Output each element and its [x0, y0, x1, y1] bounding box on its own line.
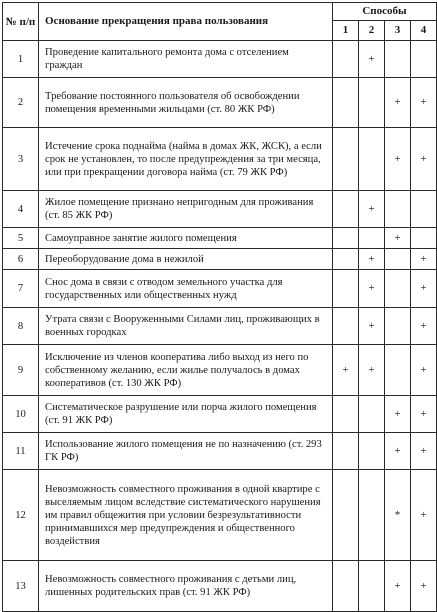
table-row — [3, 191, 437, 228]
row-number: 1 — [3, 41, 39, 78]
row-reason: Переоборудование дома в нежилой — [39, 249, 333, 270]
row-method-2: + — [359, 41, 385, 78]
row-method-3: + — [385, 396, 411, 433]
row-method-2 — [359, 128, 385, 191]
row-reason: Утрата связи с Вооруженными Силами лиц, проживающих в военных городках — [39, 308, 333, 345]
row-method-3 — [385, 249, 411, 270]
row-reason: Невозможность совместного проживания с детьми лиц, лишенных родительских прав (ст. 91 ЖК РФ) — [39, 561, 333, 612]
table-row — [3, 41, 437, 78]
row-method-1: + — [333, 345, 359, 396]
row-number: 3 — [3, 128, 39, 191]
row-method-2 — [359, 433, 385, 470]
table-row — [3, 228, 437, 249]
row-reason: Требование постоянного пользователя об освобождении помещения временными жильцами (ст. 80 ЖК РФ) — [39, 78, 333, 128]
row-number: 9 — [3, 345, 39, 396]
row-method-2 — [359, 561, 385, 612]
row-method-2: + — [359, 249, 385, 270]
row-method-1 — [333, 41, 359, 78]
row-number: 5 — [3, 228, 39, 249]
row-method-2: + — [359, 191, 385, 228]
termination-grounds-table — [2, 2, 437, 612]
row-method-4: + — [411, 78, 437, 128]
row-method-2 — [359, 78, 385, 128]
row-method-4: + — [411, 345, 437, 396]
row-method-1 — [333, 191, 359, 228]
row-reason: Снос дома в связи с отводом земельного участка для государственных или общественных нужд — [39, 270, 333, 308]
row-number: 11 — [3, 433, 39, 470]
row-method-4: + — [411, 270, 437, 308]
row-number: 8 — [3, 308, 39, 345]
table-row — [3, 433, 437, 470]
row-reason: Невозможность совместного проживания в одной квартире с выселяемым лицом вследствие систематического нарушения им правил общежития при условии безрезультативности принимавшихся мер предупреждения и общественного воздействия — [39, 470, 333, 561]
row-reason: Жилое помещение признано непригодным для проживания (ст. 85 ЖК РФ) — [39, 191, 333, 228]
row-method-1 — [333, 396, 359, 433]
row-number: 2 — [3, 78, 39, 128]
row-method-3 — [385, 41, 411, 78]
row-method-1 — [333, 228, 359, 249]
header-num: № п/п — [3, 3, 39, 41]
row-number: 12 — [3, 470, 39, 561]
row-method-2: + — [359, 308, 385, 345]
row-method-4: + — [411, 249, 437, 270]
row-number: 6 — [3, 249, 39, 270]
row-method-3 — [385, 308, 411, 345]
table-row — [3, 308, 437, 345]
row-method-2: + — [359, 270, 385, 308]
row-number: 10 — [3, 396, 39, 433]
header-method-2: 2 — [359, 21, 385, 41]
row-method-4: + — [411, 128, 437, 191]
row-method-1 — [333, 470, 359, 561]
row-method-3: * — [385, 470, 411, 561]
row-method-3: + — [385, 128, 411, 191]
row-reason: Использование жилого помещения не по назначению (ст. 293 ГК РФ) — [39, 433, 333, 470]
row-method-2 — [359, 470, 385, 561]
row-reason: Проведение капитального ремонта дома с отселением граждан — [39, 41, 333, 78]
table-row — [3, 345, 437, 396]
row-method-1 — [333, 249, 359, 270]
row-method-4 — [411, 191, 437, 228]
row-method-3: + — [385, 561, 411, 612]
row-method-4: + — [411, 308, 437, 345]
row-method-4: + — [411, 396, 437, 433]
row-method-3 — [385, 191, 411, 228]
table-row — [3, 270, 437, 308]
row-method-3: + — [385, 228, 411, 249]
row-number: 7 — [3, 270, 39, 308]
row-method-1 — [333, 128, 359, 191]
header-method-3: 3 — [385, 21, 411, 41]
row-reason: Истечение срока поднайма (найма в домах ЖК, ЖСК), а если срок не установлен, то после предупреждения за три месяца, или при прекращении договора найма (ст. 79 ЖК РФ) — [39, 128, 333, 191]
row-method-2 — [359, 228, 385, 249]
row-method-1 — [333, 561, 359, 612]
row-method-1 — [333, 270, 359, 308]
row-reason: Исключение из членов кооператива либо выход из него по собственному желанию, если жилье получалось в домах кооперативов (ст. 130 ЖК РФ) — [39, 345, 333, 396]
row-method-1 — [333, 308, 359, 345]
header-method-4: 4 — [411, 21, 437, 41]
table-row — [3, 249, 437, 270]
row-method-3 — [385, 345, 411, 396]
table-row — [3, 78, 437, 128]
table-row — [3, 561, 437, 612]
row-method-3: + — [385, 78, 411, 128]
row-method-3 — [385, 270, 411, 308]
row-reason: Систематическое разрушение или порча жилого помещения (ст. 91 ЖК РФ) — [39, 396, 333, 433]
header-row-top — [3, 3, 437, 21]
row-method-2: + — [359, 345, 385, 396]
row-method-4: + — [411, 561, 437, 612]
table-row — [3, 470, 437, 561]
row-method-1 — [333, 433, 359, 470]
row-number: 4 — [3, 191, 39, 228]
table-row — [3, 128, 437, 191]
table-row — [3, 396, 437, 433]
row-number: 13 — [3, 561, 39, 612]
row-method-4: + — [411, 433, 437, 470]
row-method-4: + — [411, 470, 437, 561]
row-method-4 — [411, 228, 437, 249]
row-method-4 — [411, 41, 437, 78]
header-method-1: 1 — [333, 21, 359, 41]
header-methods: Способы — [333, 3, 437, 21]
row-method-3: + — [385, 433, 411, 470]
row-reason: Самоуправное занятие жилого помещения — [39, 228, 333, 249]
row-method-2 — [359, 396, 385, 433]
header-reason: Основание прекращения права пользования — [39, 3, 333, 41]
row-method-1 — [333, 78, 359, 128]
